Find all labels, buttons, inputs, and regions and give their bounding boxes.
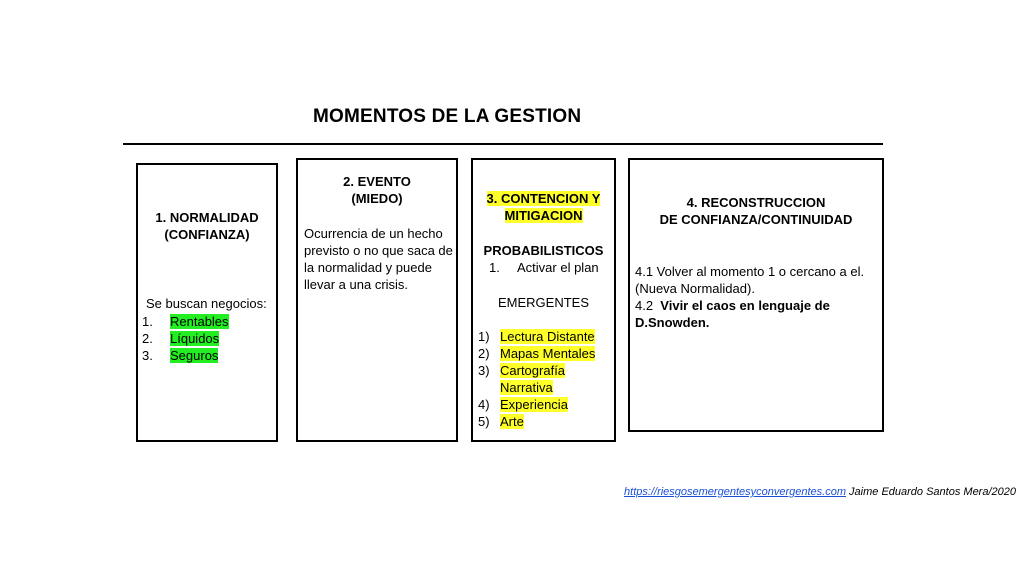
footer-credit — [624, 486, 1016, 498]
list-item-label: Seguros — [170, 348, 219, 363]
box-evento-heading-2: (MIEDO) — [351, 191, 403, 206]
list-item — [489, 259, 599, 276]
list-item-label: Cartografía — [500, 363, 566, 378]
box-reconstruccion-heading-1: 4. RECONSTRUCCION — [686, 195, 826, 210]
box-reconstruccion — [628, 158, 884, 432]
list-item-label: Mapas Mentales — [500, 346, 596, 361]
box-reconstruccion-heading-2: DE CONFIANZA/CONTINUIDAD — [659, 212, 853, 227]
box-contencion-prob-heading: PROBABILISTICOS — [483, 243, 604, 258]
list-item — [478, 396, 568, 413]
list-item — [142, 330, 219, 347]
list-item-number: 1) — [478, 329, 490, 344]
list-item-number: 4) — [478, 397, 490, 412]
list-item-label: Activar el plan — [517, 260, 599, 275]
box-reconstruccion-line-4 — [635, 314, 709, 331]
list-item — [478, 362, 565, 379]
box-reconstruccion-line-3-bold: Vivir el caos en lenguaje de — [660, 298, 830, 313]
list-item-number: 3. — [142, 348, 153, 363]
list-item — [478, 379, 553, 396]
box-reconstruccion-line-3-prefix: 4.2 — [635, 298, 661, 313]
box-contencion-heading-1: 3. CONTENCION Y — [486, 191, 601, 206]
list-item-label: Narrativa — [500, 380, 553, 395]
list-item-label: Experiencia — [500, 397, 568, 412]
list-item — [478, 413, 524, 430]
box-reconstruccion-line-1: 4.1 Volver al momento 1 o cercano a el. — [635, 264, 865, 279]
box-normalidad-intro: Se buscan negocios: — [146, 296, 267, 311]
box-reconstruccion-line-3 — [635, 297, 830, 314]
box-evento-heading-1: 2. EVENTO — [343, 174, 411, 189]
list-item-label: Lectura Distante — [500, 329, 595, 344]
box-reconstruccion-line-2: (Nueva Normalidad). — [635, 281, 755, 296]
list-item — [478, 345, 595, 362]
title-divider — [123, 143, 883, 145]
box-normalidad-heading-1: 1. NORMALIDAD — [155, 210, 259, 225]
list-item-label: Líquidos — [170, 331, 220, 346]
box-normalidad-heading-2: (CONFIANZA) — [164, 227, 250, 242]
list-item — [142, 313, 229, 330]
box-normalidad — [136, 163, 278, 442]
list-item-number: 3) — [478, 363, 490, 378]
list-item-label: Arte — [500, 414, 524, 429]
page-title: MOMENTOS DE LA GESTION — [313, 106, 582, 127]
list-item-label: Rentables — [170, 314, 229, 329]
list-item-number: 2. — [142, 331, 153, 346]
footer-author: Jaime Eduardo Santos Mera/2020 — [846, 486, 1016, 498]
box-contencion — [471, 158, 616, 442]
box-evento — [296, 158, 458, 442]
list-item-number: 1. — [142, 314, 153, 329]
list-item-number: 1. — [489, 260, 500, 275]
box-reconstruccion-line-4-bold: D.Snowden. — [635, 315, 710, 330]
list-item — [478, 328, 595, 345]
box-contencion-heading — [473, 190, 614, 224]
box-contencion-heading-2: MITIGACION — [504, 208, 583, 223]
box-evento-body: Ocurrencia de un hecho previsto o no que saca de la normalidad y puede llevar a una crisis. — [304, 226, 453, 292]
list-item-number: 5) — [478, 414, 490, 429]
list-item — [142, 347, 218, 364]
footer-link[interactable]: https://riesgosemergentesyconvergentes.com — [624, 486, 846, 498]
box-contencion-emerg-heading: EMERGENTES — [497, 295, 589, 310]
list-item-number: 2) — [478, 346, 490, 361]
